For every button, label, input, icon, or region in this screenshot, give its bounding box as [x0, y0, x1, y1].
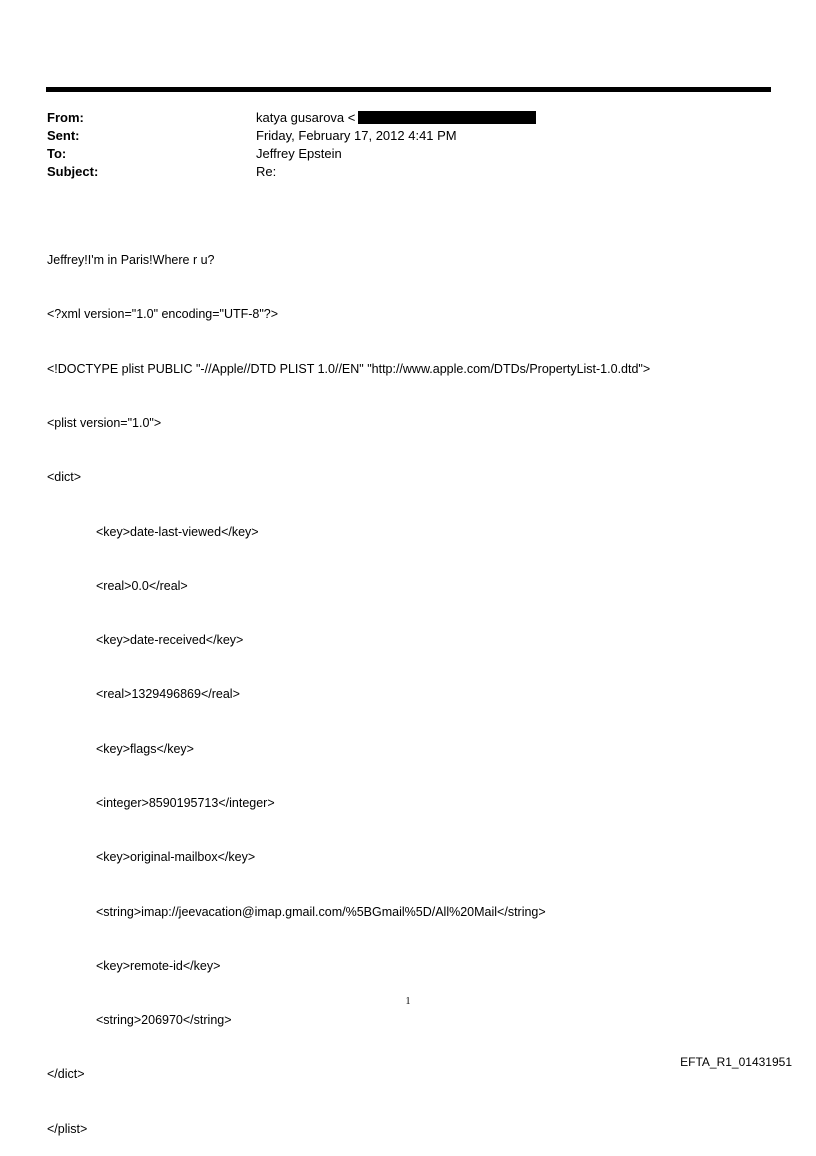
- header-divider: [46, 87, 771, 92]
- body-line: <!DOCTYPE plist PUBLIC "-//Apple//DTD PLIST 1.0//EN" "http://www.apple.com/DTDs/PropertyList-1.0.dtd">: [47, 361, 651, 376]
- body-line: <?xml version="1.0" encoding="UTF-8"?>: [47, 307, 279, 322]
- to-value: Jeffrey Epstein: [256, 145, 342, 161]
- email-body: [47, 215, 650, 1156]
- body-line: <string>206970</string>: [96, 1013, 232, 1028]
- email-header: [47, 108, 747, 180]
- sender-name: katya gusarova <: [256, 109, 356, 125]
- body-line: </dict>: [47, 1067, 85, 1082]
- body-line: </plist>: [47, 1121, 88, 1136]
- subject-row: [47, 162, 747, 180]
- redaction-block: [358, 111, 536, 124]
- to-row: [47, 144, 747, 162]
- body-line: <dict>: [47, 470, 82, 485]
- body-line: <key>date-last-viewed</key>: [96, 524, 259, 539]
- from-row: [47, 108, 747, 126]
- body-line: <plist version="1.0">: [47, 416, 162, 431]
- from-label: From:: [47, 109, 84, 125]
- body-line: Jeffrey!I'm in Paris!Where r u?: [47, 253, 215, 268]
- body-line: <key>flags</key>: [96, 741, 194, 756]
- body-line: <integer>8590195713</integer>: [96, 796, 275, 810]
- to-label: To:: [47, 145, 67, 161]
- document-id: EFTA_R1_01431951: [680, 1055, 792, 1069]
- body-line: <key>original-mailbox</key>: [96, 850, 256, 865]
- page-number: 1: [405, 996, 411, 1007]
- sent-row: [47, 126, 747, 144]
- sent-value: Friday, February 17, 2012 4:41 PM: [256, 127, 457, 143]
- body-line: <real>1329496869</real>: [96, 687, 240, 702]
- body-line: <real>0.0</real>: [96, 578, 188, 593]
- sent-label: Sent:: [47, 127, 80, 143]
- subject-label: Subject:: [47, 163, 99, 179]
- subject-value: Re:: [256, 163, 277, 179]
- body-line: <string>imap://jeevacation@imap.gmail.com/%5BGmail%5D/All%20Mail</string>: [96, 904, 546, 919]
- from-value: [256, 110, 747, 125]
- body-line: <key>date-received</key>: [96, 633, 244, 648]
- body-line: <key>remote-id</key>: [96, 958, 221, 973]
